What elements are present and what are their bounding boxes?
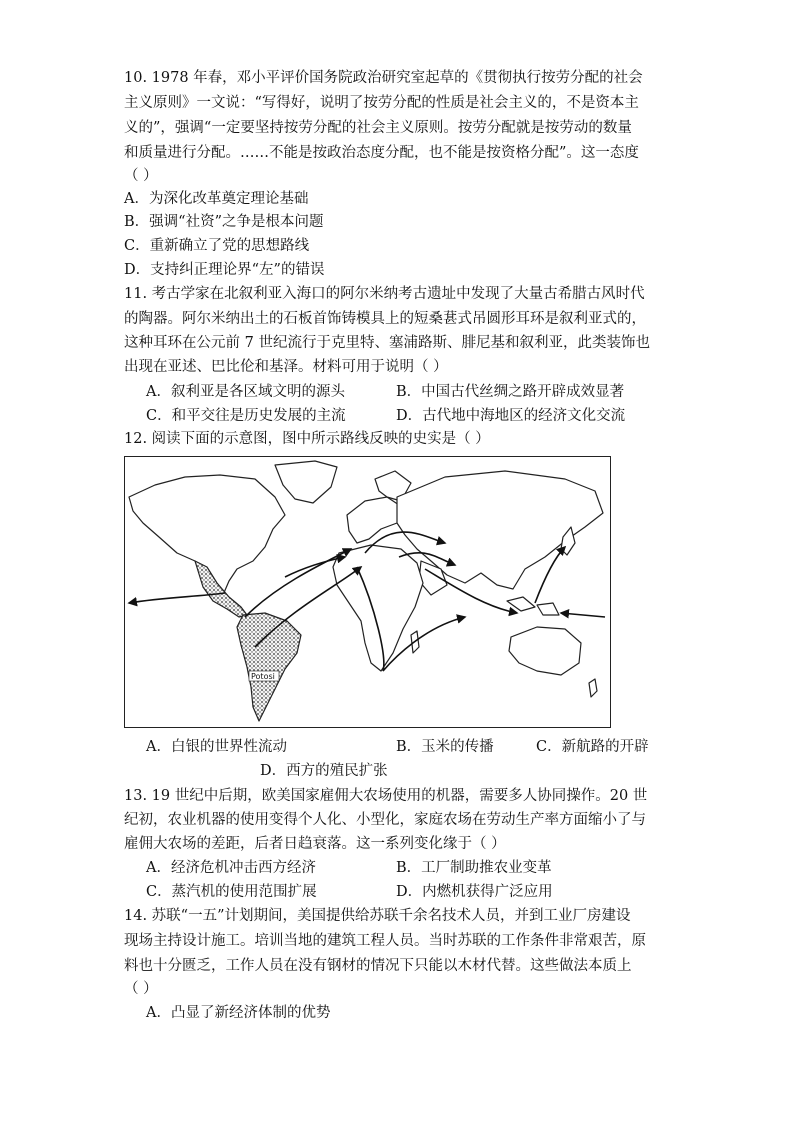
question-12-option-c: C．新航路的开辟 (536, 739, 649, 755)
question-10-line: 10. 1978 年春，邓小平评价国务院政治研究室起草的《贯彻执行按劳分配的社会 (124, 70, 643, 86)
europe-landmass (347, 497, 405, 543)
south-america-landmass (237, 613, 301, 721)
australia-landmass (509, 627, 581, 675)
question-10-answer-blank: （ ） (124, 168, 158, 184)
greenland-landmass (275, 461, 337, 503)
question-10-option-d: D．支持纠正理论界“左”的错误 (124, 262, 325, 278)
question-12-stem: 12. 阅读下面的示意图，图中所示路线反映的史实是（ ） (124, 431, 490, 447)
question-12-option-d: D．西方的殖民扩张 (260, 763, 388, 779)
question-10-option-c: C．重新确立了党的思想路线 (124, 238, 310, 254)
question-11-line: 11. 考古学家在北叙利亚入海口的阿尔米纳考古遗址中发现了大量古希腊古风时代 (124, 286, 645, 302)
question-10-line: 主义原则》一文说：“写得好，说明了按劳分配的性质是社会主义的，不是资本主 (124, 95, 639, 111)
question-11-option-c: C．和平交往是历史发展的主流 (146, 408, 346, 424)
question-14-option-a: A．凸显了新经济体制的优势 (146, 1005, 331, 1021)
question-10-line: 义的”，强调“一定要坚持按劳分配的社会主义原则。按劳分配就是按劳动的数量 (124, 120, 632, 136)
question-11-option-d: D．古代地中海地区的经济文化交流 (396, 408, 626, 424)
question-10-option-b: B．强调“社资”之争是根本问题 (124, 214, 324, 230)
question-11-option-a: A．叙利亚是各区域文明的源头 (146, 384, 345, 400)
question-14-line: 料也十分匮乏，工作人员在没有钢材的情况下只能以木材代替。这些做法本质上 (124, 958, 632, 974)
question-14-line: 14. 苏联“一五”计划期间，美国提供给苏联千余名技术人员，并到工业厂房建设 (124, 908, 631, 924)
question-11-line: 出现在亚述、巴比伦和基泽。材料可用于说明（ ） (124, 359, 448, 375)
map-label-potosi: Potosi (251, 672, 275, 681)
question-13-line: 13. 19 世纪中后期，欧美国家雇佣大农场使用的机器，需要多人协同操作。20 世 (124, 788, 648, 804)
question-11-line: 的陶器。阿尔米纳出土的石板首饰铸模具上的短桑葚式吊圆形耳环是叙利亚式的， (124, 311, 646, 327)
question-12-option-b: B．玉米的传播 (396, 739, 494, 755)
question-13-line: 纪初，农业机器的使用变得个人化、小型化，家庭农场在劳动生产率方面缩小了与 (124, 812, 646, 828)
world-map-svg (125, 457, 609, 726)
question-14-answer-blank: （ ） (124, 981, 158, 997)
new-zealand-landmass (589, 679, 597, 697)
question-13-option-c: C．蒸汽机的使用范围扩展 (146, 884, 317, 900)
question-13-option-b: B．工厂制助推农业变革 (396, 860, 552, 876)
africa-landmass (333, 545, 423, 671)
question-14-line: 现场主持设计施工。培训当地的建筑工程人员。当时苏联的工作条件非常艰苦，原 (124, 933, 646, 949)
question-10-option-a: A．为深化改革奠定理论基础 (124, 191, 309, 207)
question-13-line: 雇佣大农场的差距，后者日趋衰落。这一系列变化缘于（ ） (124, 836, 506, 852)
question-10-line: 和质量进行分配。……不能是按政治态度分配，也不能是按资格分配”。这一态度 (124, 145, 639, 161)
question-11-option-b: B．中国古代丝绸之路开辟成效显著 (396, 384, 625, 400)
route-line (561, 613, 605, 617)
question-13-option-d: D．内燃机获得广泛应用 (396, 884, 553, 900)
question-12-option-a: A．白银的世界性流动 (146, 739, 287, 755)
world-map-figure (124, 456, 611, 728)
question-11-line: 这种耳环在公元前 7 世纪流行于克里特、塞浦路斯、腓尼基和叙利亚，此类装饰也 (124, 335, 650, 351)
question-13-option-a: A．经济危机冲击西方经济 (146, 860, 316, 876)
